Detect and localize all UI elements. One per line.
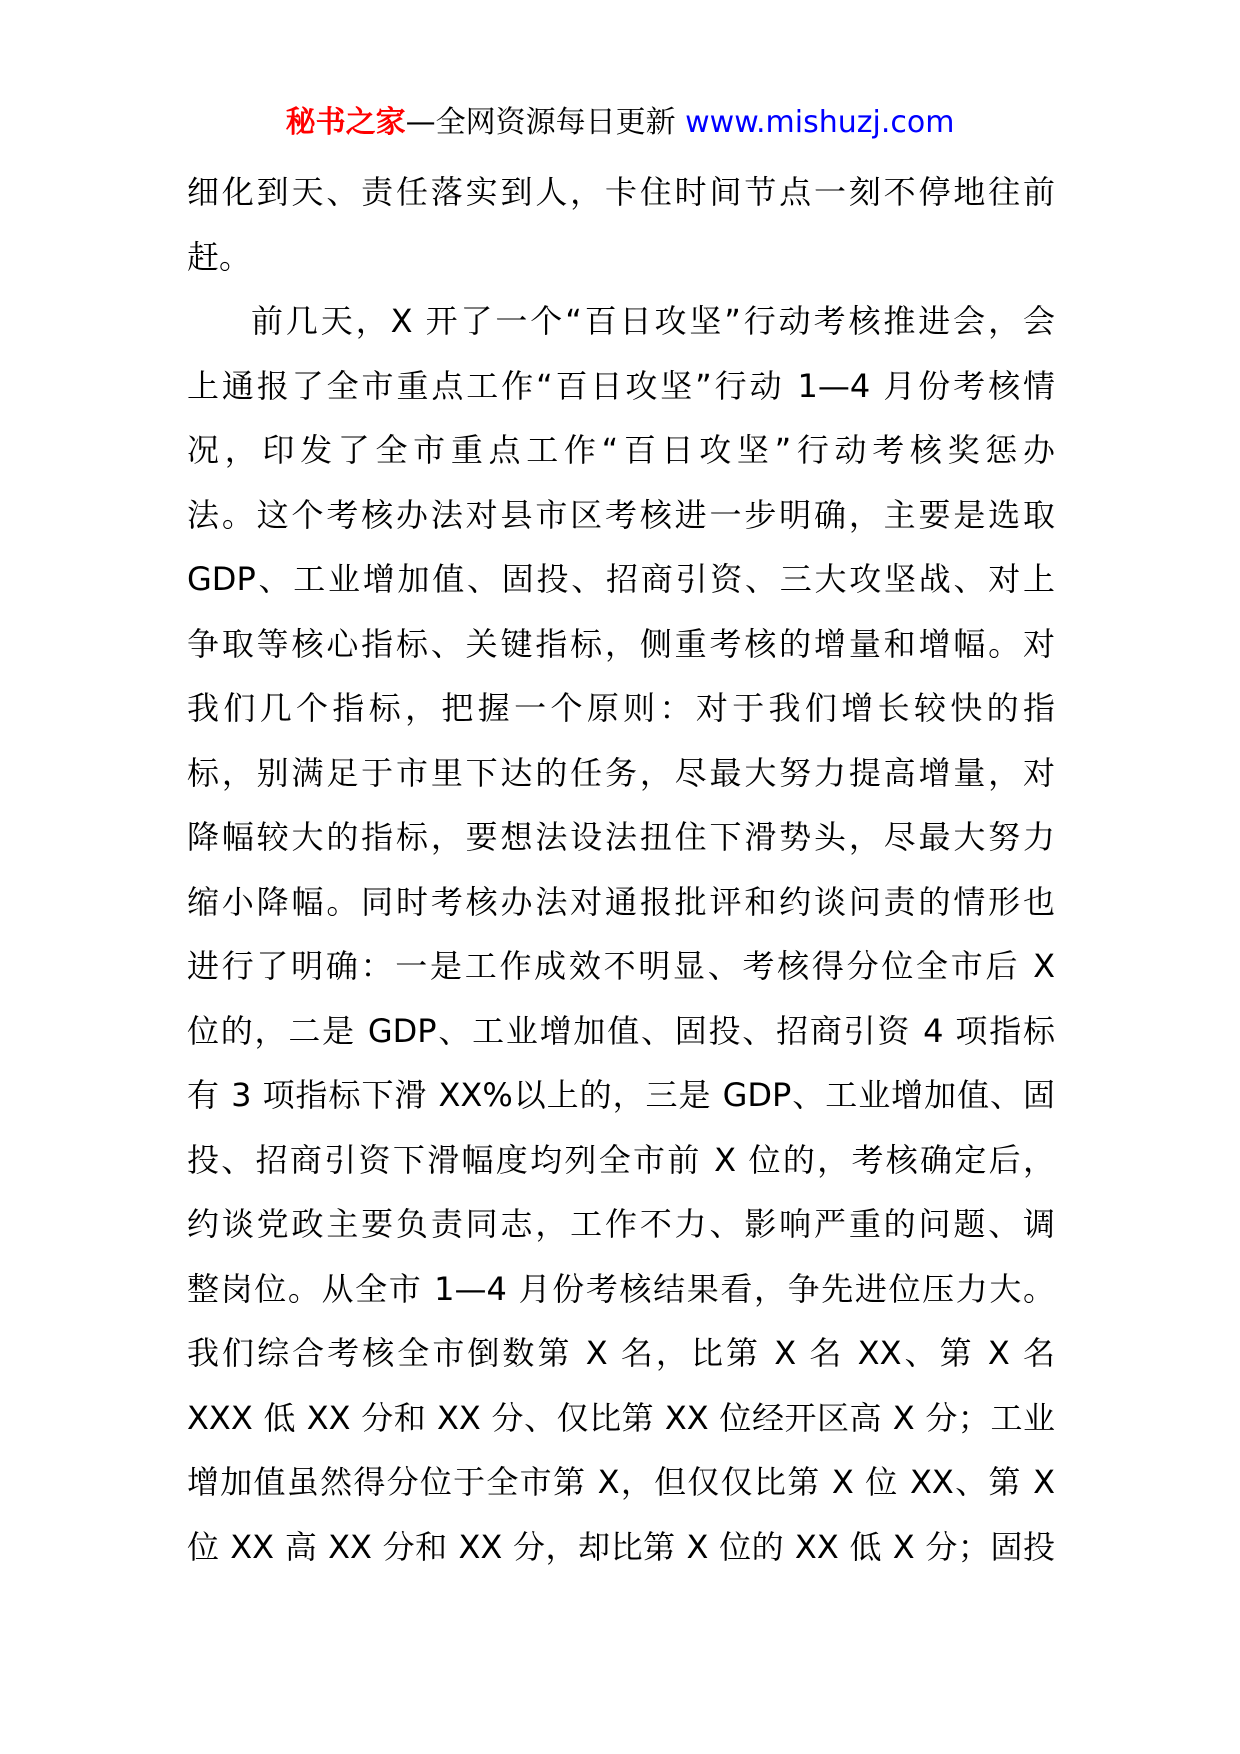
site-url-link[interactable]: www.mishuzj.com [685, 105, 955, 140]
brand-name: 秘书之家 [285, 105, 406, 140]
text-line: 况，印发了全市重点工作“百日攻坚”行动考核奖惩办 [187, 431, 1055, 469]
text-line: 前几天，X 开了一个“百日攻坚”行动考核推进会，会 [251, 302, 1055, 340]
text-line: 位 XX 高 XX 分和 XX 分，却比第 X 位的 XX 低 X 分；固投 [187, 1527, 1055, 1566]
text-line: 增加值虽然得分位于全市第 X，但仅仅比第 X 位 XX、第 X [187, 1463, 1055, 1501]
text-line: 有 3 项指标下滑 XX%以上的，三是 GDP、工业增加值、固 [187, 1076, 1055, 1114]
text-line: 约谈党政主要负责同志，工作不力、影响严重的问题、调 [187, 1205, 1055, 1243]
header-tagline: —全网资源每日更新 [405, 105, 676, 140]
text-line: 投、招商引资下滑幅度均列全市前 X 位的，考核确定后， [187, 1140, 1055, 1179]
text-line: 上通报了全市重点工作“百日攻坚”行动 1—4 月份考核情 [187, 366, 1055, 405]
text-line: 进行了明确：一是工作成效不明显、考核得分位全市后 X [187, 947, 1055, 985]
text-line: 我们综合考核全市倒数第 X 名，比第 X 名 XX、第 X 名 [187, 1334, 1055, 1372]
document-body [187, 160, 1055, 1579]
text-line: 降幅较大的指标，要想法设法扭住下滑势头，尽最大努力 [187, 818, 1055, 856]
text-line: GDP、工业增加值、固投、招商引资、三大攻坚战、对上 [187, 560, 1055, 598]
text-line: 我们几个指标，把握一个原则：对于我们增长较快的指 [187, 689, 1055, 727]
text-line: 细化到天、责任落实到人，卡住时间节点一刻不停地往前 [187, 173, 1055, 211]
text-line: 赶。 [187, 237, 252, 276]
text-line: 法。这个考核办法对县市区考核进一步明确，主要是选取 [187, 495, 1055, 534]
text-line: XXX 低 XX 分和 XX 分、仅比第 XX 位经开区高 X 分；工业 [187, 1398, 1055, 1437]
text-line: 标，别满足于市里下达的任务，尽最大努力提高增量，对 [187, 753, 1055, 792]
site-header [0, 98, 1240, 148]
text-line: 整岗位。从全市 1—4 月份考核结果看，争先进位压力大。 [187, 1269, 1055, 1308]
text-line: 争取等核心指标、关键指标，侧重考核的增量和增幅。对 [187, 624, 1055, 663]
text-line: 缩小降幅。同时考核办法对通报批评和约谈问责的情形也 [187, 882, 1055, 921]
text-line: 位的，二是 GDP、工业增加值、固投、招商引资 4 项指标 [187, 1011, 1055, 1050]
